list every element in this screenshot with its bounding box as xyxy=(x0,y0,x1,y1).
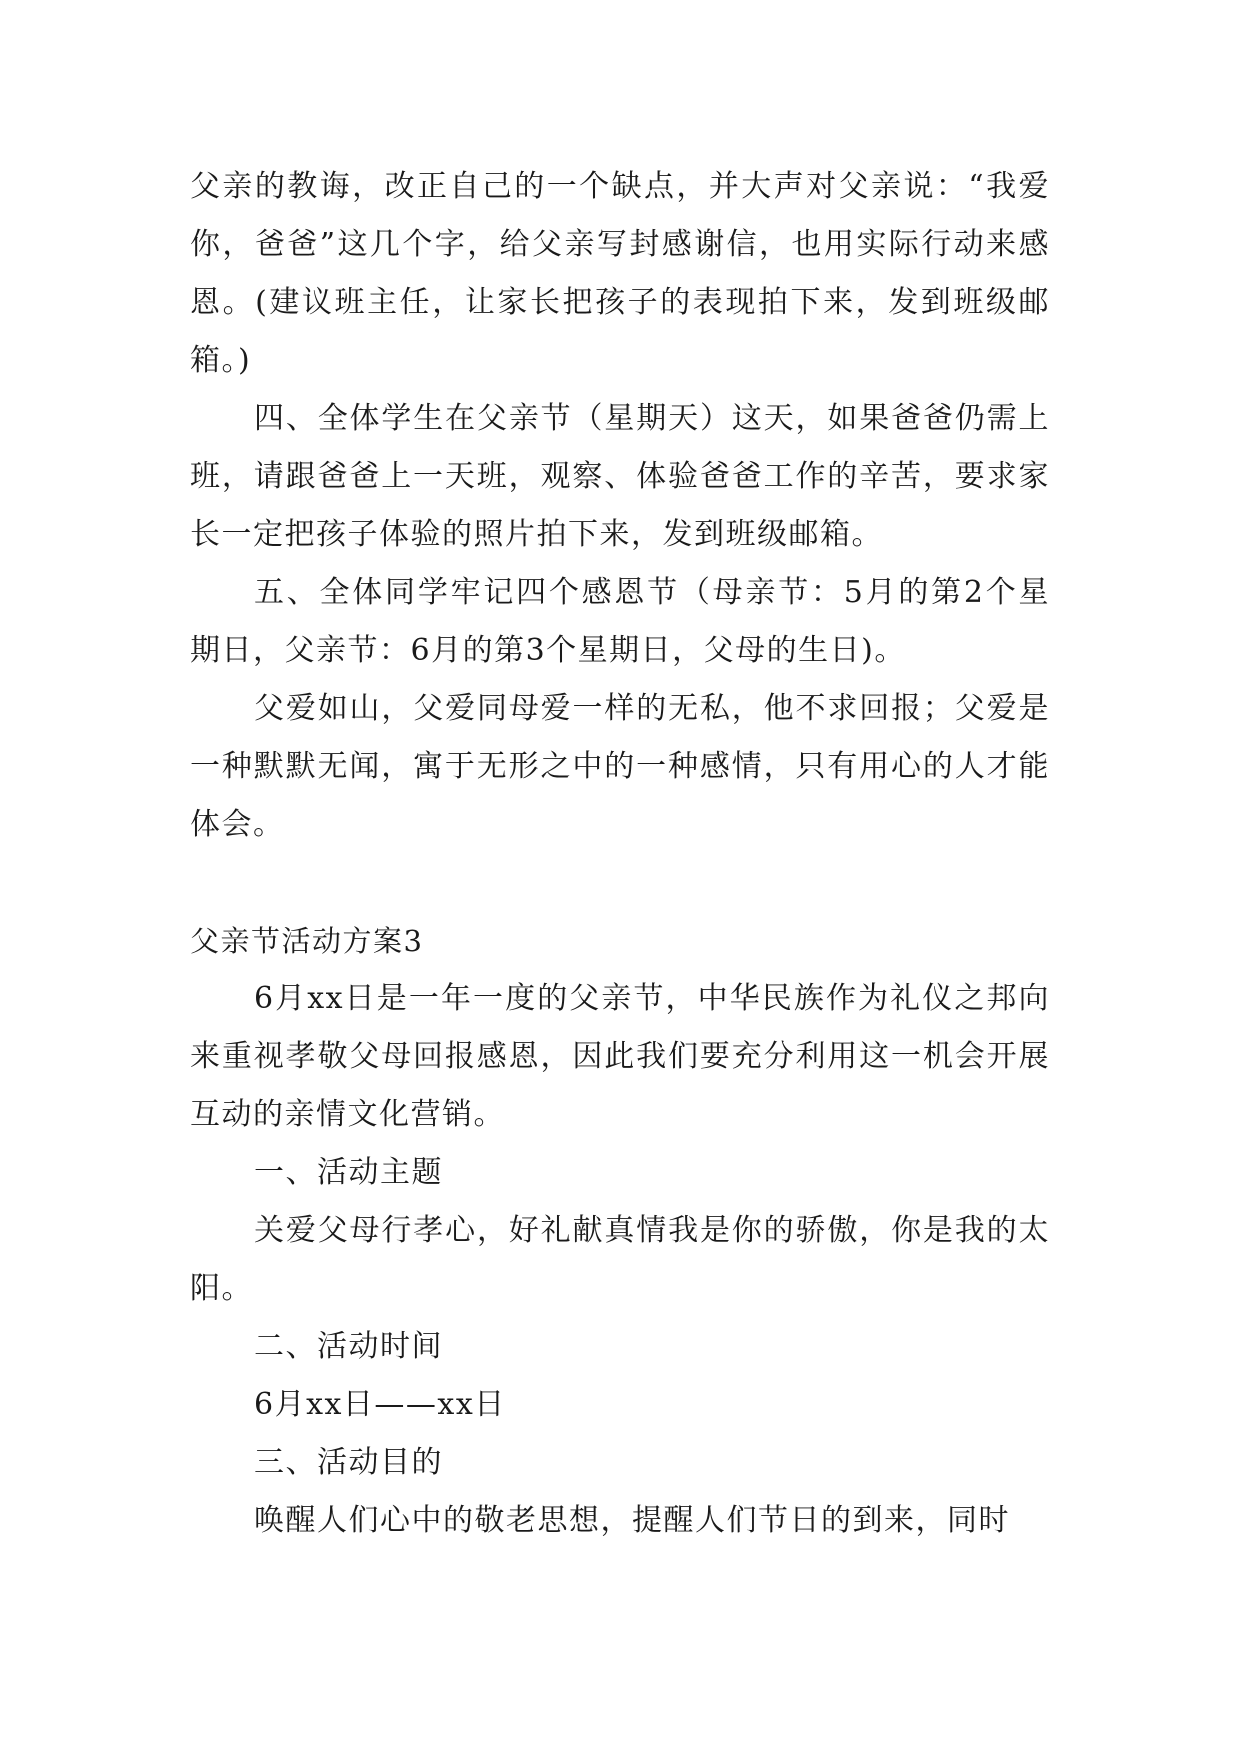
document-body xyxy=(190,158,1050,1550)
paragraph-activity-time: 6月xx日——xx日 xyxy=(254,1387,506,1422)
paragraph-closing: 父爱如山，父爱同母爱一样的无私，他不求回报；父爱是一种默默无闻，寓于无形之中的一种感情，只有用心的人才能体会。 xyxy=(190,691,1050,842)
heading-activity-theme: 一、活动主题 xyxy=(254,1155,443,1190)
paragraph-item-four: 四、全体学生在父亲节（星期天）这天，如果爸爸仍需上班，请跟爸爸上一天班，观察、体验爸爸工作的辛苦，要求家长一定把孩子体验的照片拍下来，发到班级邮箱。 xyxy=(190,401,1050,552)
paragraph-item-five: 五、全体同学牢记四个感恩节（母亲节：5月的第2个星期日，父亲节：6月的第3个星期日，父母的生日)。 xyxy=(190,575,1050,668)
paragraph-activity-purpose: 唤醒人们心中的敬老思想，提醒人们节日的到来，同时 xyxy=(254,1503,1010,1538)
section-spacer xyxy=(190,854,1050,912)
paragraph-continuation: 父亲的教诲，改正自己的一个缺点，并大声对父亲说：“我爱你，爸爸”这几个字，给父亲写封感谢信，也用实际行动来感恩。(建议班主任，让家长把孩子的表现拍下来，发到班级邮箱。) xyxy=(190,169,1050,378)
paragraph-activity-theme: 关爱父母行孝心，好礼献真情我是你的骄傲，你是我的太阳。 xyxy=(190,1213,1050,1306)
paragraph-intro: 6月xx日是一年一度的父亲节，中华民族作为礼仪之邦向来重视孝敬父母回报感恩，因此我们要充分利用这一机会开展互动的亲情文化营销。 xyxy=(190,981,1050,1132)
heading-activity-purpose: 三、活动目的 xyxy=(254,1445,443,1480)
heading-activity-time: 二、活动时间 xyxy=(254,1329,443,1364)
section-title: 父亲节活动方案3 xyxy=(190,924,424,958)
